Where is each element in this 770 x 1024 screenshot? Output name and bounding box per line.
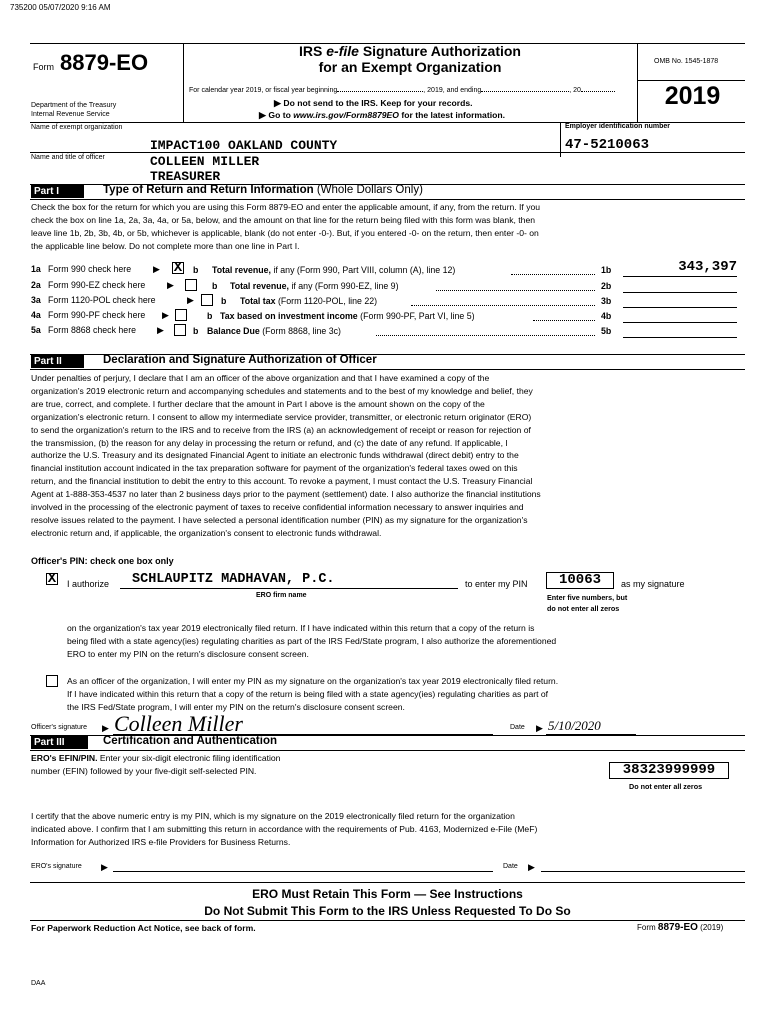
line-5b-letter: b [193, 326, 199, 336]
line-2a-checkbox[interactable] [185, 279, 197, 291]
declaration-line: Under penalties of perjury, I declare that I am an officer of the above organization and that I have examined a copy of the [31, 373, 490, 383]
line-2b-field[interactable] [623, 292, 737, 293]
declaration-line: financial institution account indicated in the tax preparation software for payment of the organization's federal taxes owed on this [31, 463, 518, 474]
line-3b-letter: b [221, 296, 227, 306]
line-1b-letter: b [193, 265, 199, 275]
line-3b-label: Total tax (Form 1120-POL, line 22) [240, 296, 378, 306]
officer-title: TREASURER [150, 169, 221, 184]
line-2a-number: 2a [31, 280, 41, 290]
line-4b-field[interactable] [623, 322, 737, 323]
line-3a-label: Form 1120-POL check here [48, 295, 156, 305]
irs-url[interactable]: www.irs.gov/Form8879EO [293, 110, 399, 120]
declaration-line: authorize the U.S. Treasury and its designated Financial Agent to initiate an electronic funds withdrawal (direct debit) entry to the [31, 450, 519, 461]
line-2b-ref: 2b [601, 281, 612, 291]
leader-dots [376, 335, 595, 336]
option2-text: As an officer of the organization, I will enter my PIN as my signature on the organization's tax year 2019 electronically filed return. If I have indicated within this return that a copy of the return is being filed with a state agency(ies) regulating charities as part of the IRS Fed/State program, I will enter my PIN on the return's disclosure consent screen. [67, 676, 559, 712]
declaration-line: organization's electronic return. I consent to allow my intermediate service provider, transmitter, or electronic return originator (ERO) [31, 411, 532, 422]
officer-enter-pin-checkbox[interactable] [46, 675, 58, 687]
department: Department of the Treasury Internal Revenue Service [31, 102, 117, 118]
line-5b-label: Balance Due (Form 8868, line 3c) [207, 326, 341, 336]
pin-instructions: Enter five numbers, but do not enter all zeros [547, 593, 628, 613]
declaration-line: the transmission, (b) the reason for any delay in processing the return or refund, and (c) the date of any refund. If applicable, I [31, 437, 508, 448]
officer-signature: Colleen Miller [114, 711, 243, 736]
officer-signature-label: Officer's signature [31, 724, 88, 731]
goto-line: ▶ Go to www.irs.gov/Form8879EO for the latest information. [259, 110, 505, 120]
line-1a-number: 1a [31, 264, 41, 274]
certification-text: I certify that the above numeric entry is my PIN, which is my signature on the 2019 electronically filed return for the organization indicated above. I confirm that I am submitting this return in accordance with the requirements of Pub. 4163, Modernized e-File (MeF) Information for Authorized IRS e-file Providers for Business Returns. [31, 811, 538, 847]
header-omb-rule [637, 80, 745, 81]
line-5a-number: 5a [31, 325, 41, 335]
omb-number: OMB No. 1545-1878 [654, 58, 719, 65]
footer-form-id: Form 8879-EO (2019) [637, 922, 724, 933]
ero-date-label: Date [503, 863, 518, 870]
line-2a-label: Form 990-EZ check here [48, 280, 146, 290]
ein-value: 47-5210063 [565, 137, 650, 153]
ero-firm-name: SCHLAUPITZ MADHAVAN, P.C. [132, 572, 335, 587]
line-4a-label: Form 990-PF check here [48, 310, 146, 320]
line-4a-checkbox[interactable] [175, 309, 187, 321]
declaration-line: organization's 2019 electronic return and accompanying schedules and statements and to the best of my knowledge and belief, they [31, 385, 533, 396]
arrow-icon: ▶ [162, 310, 169, 320]
org-name: IMPACT100 OAKLAND COUNTY [150, 138, 338, 153]
as-my-signature-label: as my signature [621, 579, 685, 589]
org-name-label: Name of exempt organization [31, 124, 123, 131]
line-3a-number: 3a [31, 295, 41, 305]
declaration-line: involved in the processing of the electronic payment of taxes to receive confidential information necessary to answer inquiries and [31, 502, 524, 513]
line-4b-letter: b [207, 311, 213, 321]
line-4a-number: 4a [31, 310, 41, 320]
line-2b-label: Total revenue, if any (Form 990-EZ, line 9) [230, 281, 399, 291]
leader-dots [511, 274, 595, 275]
part1-instructions: Check the box for the return for which you are using this Form 8879-EO and enter the applicable amount, if any, from the return. If you check the box on line 1a, 2a, 3a, 4a, or 5a, below, and the amount on that line for the return being filed with this form was blank, then leave line 1b, 2b, 3b, 4b, or 5b, whichever is applicable, blank (do not enter -0-). But, if you entered -0- on the return, then enter -0- on the applicable line below. Do not complete more than one line in Part I. [31, 202, 541, 251]
ero-firm-field[interactable] [120, 588, 458, 589]
line-1b-field[interactable] [623, 276, 737, 277]
arrow-icon: ▶ [187, 295, 194, 305]
ero-signature-field[interactable] [113, 871, 493, 872]
line-1b-label: Total revenue, if any (Form 990, Part VIII, column (A), line 12) [212, 265, 456, 275]
authorize-ero-checkbox[interactable]: X [47, 571, 57, 587]
header-divider-right [637, 43, 638, 122]
part1-title: Type of Return and Return Information (Whole Dollars Only) [103, 184, 423, 196]
officer-name: COLLEEN MILLER [150, 154, 260, 169]
arrow-icon: ▶ [102, 723, 109, 733]
calendar-year-line: For calendar year 2019, or fiscal year beginning , 2019, and ending , 20 [189, 87, 615, 94]
line-4b-ref: 4b [601, 311, 612, 321]
footer-bottom-rule [30, 920, 745, 921]
arrow-icon: ▶ [157, 325, 164, 335]
part1-bottom-rule [30, 199, 745, 200]
line-1 [31, 259, 746, 278]
ero-firm-label: ERO firm name [256, 592, 307, 599]
line-3a-checkbox[interactable] [201, 294, 213, 306]
declaration-line: return, and the financial institution to debit the entry to this account. To revoke a payment, I must contact the U.S. Treasury Financial [31, 476, 533, 487]
form-label: Form [33, 62, 54, 72]
efin-instructions: ERO's EFIN/PIN. Enter your six-digit electronic filing identification number (EFIN) followed by your five-digit self-selected PIN. [31, 753, 281, 776]
pin-heading: Officer's PIN: check one box only [31, 556, 174, 566]
line-5a-checkbox[interactable] [174, 324, 186, 336]
line-4b-label: Tax based on investment income (Form 990-PF, Part VI, line 5) [220, 311, 475, 321]
arrow-icon: ▶ [101, 862, 108, 872]
option1-text: on the organization's tax year 2019 electronically filed return. If I have indicated within this return that a copy of the return is being filed with a state agency(ies) regulating charities as part of the IRS Fed/State program, I also authorize the aforementioned ERO to enter my PIN on the return's disclosure consent screen. [67, 623, 557, 659]
line-1a-label: Form 990 check here [48, 264, 132, 274]
officer-pin-field[interactable]: 10063 [546, 572, 614, 589]
form-number: 8879-EO [60, 50, 149, 75]
line-5a-label: Form 8868 check here [48, 325, 137, 335]
arrow-icon: ▶ [528, 862, 535, 872]
leader-dots [533, 320, 595, 321]
line-3b-ref: 3b [601, 296, 612, 306]
leader-dots [411, 305, 595, 306]
retain-notice: ERO Must Retain This Form — See Instructions Do Not Submit This Form to the IRS Unless Requested To Do So [204, 887, 571, 918]
paperwork-notice: For Paperwork Reduction Act Notice, see back of form. [31, 923, 256, 933]
line-3 [31, 294, 746, 310]
line-5 [31, 324, 746, 340]
to-enter-pin-label: to enter my PIN [465, 579, 528, 589]
line-1b-ref: 1b [601, 265, 612, 275]
declaration-line: Agent at 1-888-353-4537 no later than 2 business days prior to the payment (settlement) date. I also authorize the financial institutions [31, 489, 541, 500]
ero-efin-pin-field[interactable]: 38323999999 [609, 762, 729, 779]
declaration-line: to send the organization's return to the IRS and to receive from the IRS (a) an acknowledgement of receipt or reason for rejection of [31, 424, 531, 435]
arrow-icon: ▶ [167, 280, 174, 290]
efin-not-zeros: Do not enter all zeros [629, 782, 703, 791]
officer-rule [30, 152, 745, 153]
officer-date-label: Date [510, 724, 525, 731]
tax-year: 2019 [664, 82, 721, 110]
do-not-send: ▶ Do not send to the IRS. Keep for your records. [274, 98, 473, 108]
part3-title: Certification and Authentication [103, 735, 277, 747]
i-authorize-label: I authorize [67, 579, 110, 589]
print-stamp: 735200 05/07/2020 9:16 AM [10, 3, 111, 12]
declaration-line: resolve issues related to the payment. I have selected a personal identification number (PIN) as my signature for the organization's [31, 514, 528, 525]
declaration-line: electronic return and, if applicable, the organization's consent to electronic funds withdrawal. [31, 527, 382, 538]
arrow-icon: ▶ [536, 723, 543, 733]
line-5b-ref: 5b [601, 326, 612, 336]
form-title: IRS e-file Signature Authorization for an Exempt Organization [299, 43, 521, 75]
arrow-icon: ▶ [153, 264, 160, 274]
line-1a-checkbox[interactable]: X [173, 260, 183, 276]
part2-label: Part II [31, 355, 84, 368]
part3-bottom-rule [30, 750, 745, 751]
part1-label: Part I [31, 185, 84, 198]
line-3b-field[interactable] [623, 307, 737, 308]
declaration-line: are true, correct, and complete. I further declare that the amount in Part I above is the amount shown on the copy of the [31, 398, 485, 409]
leader-dots [436, 290, 595, 291]
line-2 [31, 279, 746, 295]
footer-rule [30, 882, 745, 883]
daa-mark: DAA [31, 980, 46, 987]
ero-signature-label: ERO's signature [31, 863, 82, 870]
officer-date: 5/10/2020 [548, 718, 601, 733]
line-1b-amount: 343,397 [678, 259, 737, 275]
part2-title: Declaration and Signature Authorization of Officer [103, 354, 377, 366]
part3-label: Part III [31, 736, 88, 749]
part2-bottom-rule [30, 369, 745, 370]
line-2b-letter: b [212, 281, 218, 291]
ein-label: Employer identification number [565, 123, 671, 130]
ero-date-field[interactable] [541, 871, 745, 872]
line-4 [31, 309, 746, 325]
declaration-text [31, 372, 743, 540]
officer-label: Name and title of officer [31, 154, 105, 161]
line-5b-field[interactable] [623, 337, 737, 338]
